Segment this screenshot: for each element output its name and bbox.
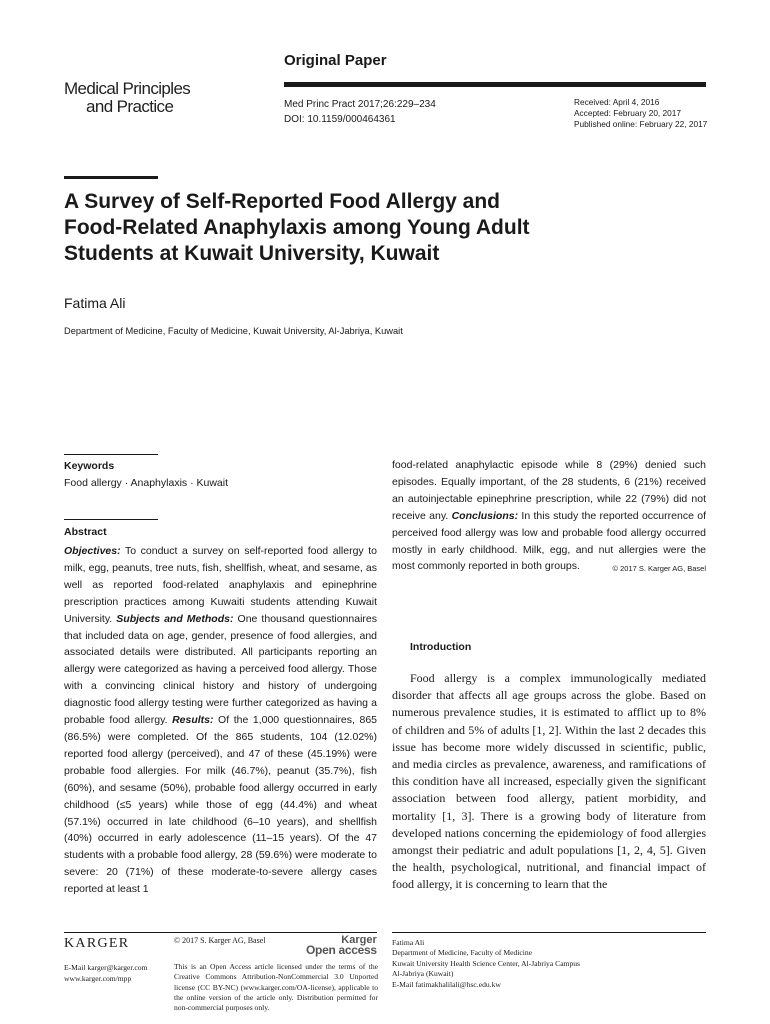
results-label: Results: [172, 714, 214, 727]
article-title-line1: A Survey of Self-Reported Food Allergy and [64, 190, 500, 213]
footer-rule-left [64, 932, 377, 933]
journal-logo-line2: and Practice [86, 97, 174, 116]
publisher-contact [64, 963, 147, 984]
methods-label: Subjects and Methods: [116, 612, 234, 625]
results-text: Of the 1,000 questionnaires, 865 (86.5%) were completed. Of the 865 students, 104 (12.02%) reported food allergy (perceived), and 47 of these (45.19%) were probable food allergies. For milk (46.7%), peanut (35.7%), fish (60%), and sesame (50%), probable food allergy occurred in early childhood (≤5 years) while those of egg (44.4%) and wheat (57.1%) occurred in late childhood (6–10 years), and shellfish (40%) occurred in early adolescence (11–15 years). Of the 47 students with a probable food allergy, 28 (59.6%) were moderate to severe: 20 (71%) of these moderate-to-severe allergy cases reported at least 1 [64, 714, 377, 896]
abstract-rule [64, 519, 158, 520]
abstract-continued [392, 457, 706, 578]
footer-copyright: © 2017 S. Karger AG, Basel [174, 936, 266, 945]
publisher-email[interactable]: E-Mail karger@karger.com [64, 963, 148, 972]
abstract-heading: Abstract [64, 526, 107, 538]
objectives-text: To conduct a survey on self-reported food allergy to milk, egg, peanuts, tree nuts, fish, shellfish, wheat, and sesame, as well as reported food-related anaphylaxis and epinephrine prescription practices among Kuwaiti students attending Kuwait University. [64, 545, 377, 625]
publisher-website[interactable]: www.karger.com/mpp [64, 973, 132, 983]
correspondence-city: Al-Jabriya (Kuwait) [392, 969, 454, 979]
journal-logo [64, 80, 190, 116]
author-name: Fatima Ali [64, 295, 126, 311]
keywords-heading: Keywords [64, 460, 115, 472]
keywords-rule [64, 454, 158, 455]
author-affiliation: Department of Medicine, Faculty of Medicine, Kuwait University, Al-Jabriya, Kuwait [64, 326, 403, 336]
citation: Med Princ Pract 2017;26:229–234 [284, 99, 436, 110]
correspondence-department: Department of Medicine, Faculty of Medicine [392, 948, 533, 958]
open-access-logo [306, 935, 377, 955]
title-rule [64, 176, 158, 179]
correspondence-center: Kuwait University Health Science Center, Al-Jabriya Campus [392, 958, 581, 968]
abstract-continued-text: food-related anaphylactic episode while 8 (29%) denied such episodes. Equally important, of the 28 students, 6 (21%) received an autoinjectable epinephrine prescription, while 22 (79%) did not receive any. [392, 459, 706, 522]
methods-text: One thousand questionnaires that included data on age, gender, presence of food allergies, and associated details were distributed. All participants reporting an allergy were categorized as having a perceived food allergy. Those with a convincing clinical history and history of undergoing diagnostic food allergy testing were further categorized as having a probable food allergy. [64, 612, 377, 727]
doi: DOI: 10.1159/000464361 [284, 114, 396, 125]
abstract-copyright: © 2017 S. Karger AG, Basel [612, 564, 706, 574]
license-text: This is an Open Access article licensed under the terms of the Creative Commons Attribution-NonCommercial 3.0 Unported license (CC BY-NC) (www.karger.com/OA-license), applicable to the online version of the article only. Distribution permitted for non-commercial purposes only. [174, 962, 378, 1013]
keywords-text: Food allergy · Anaphylaxis · Kuwait [64, 477, 228, 489]
published-date: Published online: February 22, 2017 [574, 119, 708, 129]
article-title [64, 189, 684, 267]
conclusions-label: Conclusions: [451, 509, 519, 522]
dates-block [574, 97, 707, 130]
header-rule [284, 82, 706, 87]
paper-type-label: Original Paper [284, 52, 387, 69]
correspondence-block [392, 938, 580, 990]
conclusions-text: In this study the reported occurrence of perceived food allergy was low and probable food allergy occurred mostly in early childhood. Milk, egg, and nut allergies were the most commonly reported in both groups. [392, 509, 706, 573]
correspondence-email[interactable]: E-Mail fatimakhalilali@hsc.edu.kw [392, 979, 501, 989]
article-title-line2: Food-Related Anaphylaxis among Young Adult [64, 216, 530, 239]
citation-block [284, 97, 436, 127]
abstract-body [64, 543, 377, 898]
introduction-body [392, 670, 706, 894]
open-access-logo-line2: Open access [306, 943, 377, 957]
introduction-paragraph: Food allergy is a complex immunologically mediated disorder that affects all age groups across the globe. Based on numerous prevalence studies, it is estimated to afflict up to 8% of children and 5% of adults [1, 2]. Within the last 2 decades this issue has become more widely discussed in scientific, public, and media circles as prevalence, awareness, and ramifications of this condition have all increased, especially given the significant association between food allergy, patient morbidity, and mortality [1, 3]. There is a growing body of literature from developed nations concerning the epidemiology of food allergies amongst their pediatric and adult populations [1, 2, 4, 5]. Given the health, psychological, nutritional, and financial impact of food allergy, it is concerning to learn that the [392, 671, 706, 892]
introduction-heading: Introduction [410, 641, 472, 653]
open-access-logo-line1: Karger [341, 934, 377, 946]
article-title-line3: Students at Kuwait University, Kuwait [64, 242, 440, 265]
objectives-label: Objectives: [64, 545, 121, 557]
journal-logo-line1: Medical Principles [64, 79, 191, 98]
karger-logo: KARGER [64, 936, 130, 951]
correspondence-name: Fatima Ali [392, 938, 425, 947]
accepted-date: Accepted: February 20, 2017 [574, 108, 682, 118]
footer-rule-right [392, 932, 706, 933]
received-date: Received: April 4, 2016 [574, 97, 660, 107]
